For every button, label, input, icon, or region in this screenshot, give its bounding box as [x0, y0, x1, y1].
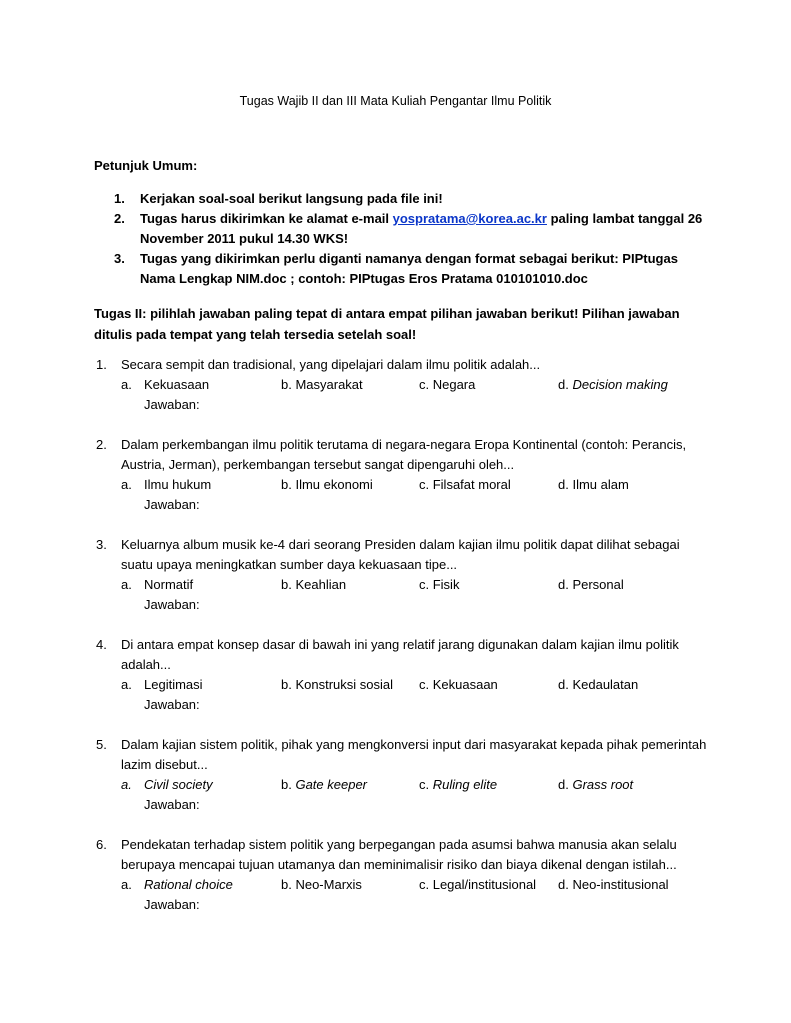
option-b: b. Neo-Marxis: [281, 877, 362, 892]
instruction-item: [114, 209, 704, 249]
instruction-number: 1.: [114, 191, 125, 206]
question-text: Di antara empat konsep dasar di bawah ini yang relatif jarang digunakan dalam kajian ilmu politik adalah...: [121, 637, 679, 672]
option-row: [121, 775, 714, 795]
option-a: a. Rational choice: [121, 877, 233, 892]
option-d: d. Kedaulatan: [558, 677, 639, 692]
instruction-list: [114, 189, 704, 289]
instruction-number: 3.: [114, 251, 125, 266]
option-c: c. Negara: [419, 377, 476, 392]
option-c: c. Fisik: [419, 577, 460, 592]
instruction-item: [114, 249, 704, 289]
question-text: Keluarnya album musik ke-4 dari seorang Presiden dalam kajian ilmu politik dapat dilihat sebagai suatu upaya meningkatkan sumber daya kekuasaan tipe...: [121, 537, 680, 572]
option-d: d. Ilmu alam: [558, 477, 629, 492]
petunjuk-umum-heading: Petunjuk Umum:: [94, 158, 198, 173]
question-item: [94, 835, 714, 915]
answer-field[interactable]: Jawaban:: [144, 497, 200, 512]
answer-field[interactable]: Jawaban:: [144, 397, 200, 412]
option-b: b. Ilmu ekonomi: [281, 477, 373, 492]
answer-field[interactable]: Jawaban:: [144, 597, 200, 612]
email-link[interactable]: yospratama@korea.ac.kr: [392, 211, 547, 226]
option-a: a. Normatif: [121, 577, 194, 592]
option-row: [121, 875, 714, 895]
answer-field[interactable]: Jawaban:: [144, 697, 200, 712]
instruction-text: Tugas yang dikirimkan perlu diganti namanya dengan format sebagai berikut: PIPtugas Nama Lengkap NIM.doc ; contoh: PIPtugas Eros Pratama 010101010.doc: [140, 251, 678, 286]
option-d: d. Neo-institusional: [558, 877, 669, 892]
option-b: b. Keahlian: [281, 577, 347, 592]
answer-field[interactable]: Jawaban:: [144, 797, 200, 812]
question-text: Secara sempit dan tradisional, yang dipelajari dalam ilmu politik adalah...: [121, 357, 541, 372]
question-number: 4.: [96, 637, 107, 652]
tugas-ii-heading: Tugas II: pilihlah jawaban paling tepat di antara empat pilihan jawaban berikut! Pilihan jawaban ditulis pada tempat yang telah tersedia setelah soal!: [94, 306, 680, 342]
question-text: Pendekatan terhadap sistem politik yang berpegangan pada asumsi bahwa manusia akan selalu berupaya mencapai tujuan utamanya dan meminimalisir risiko dan biaya dikenal dengan istilah...: [121, 837, 677, 872]
option-c: c. Ruling elite: [419, 777, 498, 792]
option-row: [121, 575, 714, 595]
question-item: [94, 435, 714, 515]
option-d: d. Personal: [558, 577, 624, 592]
instruction-item: [114, 189, 704, 209]
option-a: a. Civil society: [121, 777, 213, 792]
answer-field[interactable]: Jawaban:: [144, 897, 200, 912]
question-number: 3.: [96, 537, 107, 552]
question-item: [94, 635, 714, 715]
option-c: c. Legal/institusional: [419, 877, 537, 892]
document-title: Tugas Wajib II dan III Mata Kuliah Pengantar Ilmu Politik: [239, 94, 552, 108]
question-number: 2.: [96, 437, 107, 452]
option-d: d. Grass root: [558, 777, 634, 792]
option-a: a. Kekuasaan: [121, 377, 210, 392]
option-row: [121, 375, 714, 395]
question-list: [94, 355, 714, 915]
option-b: b. Masyarakat: [281, 377, 363, 392]
option-c: c. Filsafat moral: [419, 477, 511, 492]
question-text: Dalam perkembangan ilmu politik terutama di negara-negara Eropa Kontinental (contoh: Perancis, Austria, Jerman), perkembangan tersebut sangat dipengaruhi oleh...: [121, 437, 687, 472]
option-a: a. Ilmu hukum: [121, 477, 212, 492]
option-b: b. Gate keeper: [281, 777, 368, 792]
option-row: [121, 675, 714, 695]
option-a: a. Legitimasi: [121, 677, 203, 692]
option-row: [121, 475, 714, 495]
question-number: 1.: [96, 357, 107, 372]
option-c: c. Kekuasaan: [419, 677, 498, 692]
option-d: d. Decision making: [558, 377, 668, 392]
question-item: [94, 735, 714, 815]
question-item: [94, 535, 714, 615]
instruction-text: Kerjakan soal-soal berikut langsung pada file ini!: [140, 191, 443, 206]
question-item: [94, 355, 714, 415]
instruction-text-before: Tugas harus dikirimkan ke alamat e-mail: [140, 211, 393, 226]
question-number: 5.: [96, 737, 107, 752]
instruction-number: 2.: [114, 211, 125, 226]
option-b: b. Konstruksi sosial: [281, 677, 393, 692]
instruction-text-after: paling lambat tanggal 26 November 2011 pukul 14.30 WKS!: [140, 211, 703, 246]
question-text: Dalam kajian sistem politik, pihak yang mengkonversi input dari masyarakat kepada pihak pemerintah lazim disebut...: [121, 737, 707, 772]
question-number: 6.: [96, 837, 107, 852]
